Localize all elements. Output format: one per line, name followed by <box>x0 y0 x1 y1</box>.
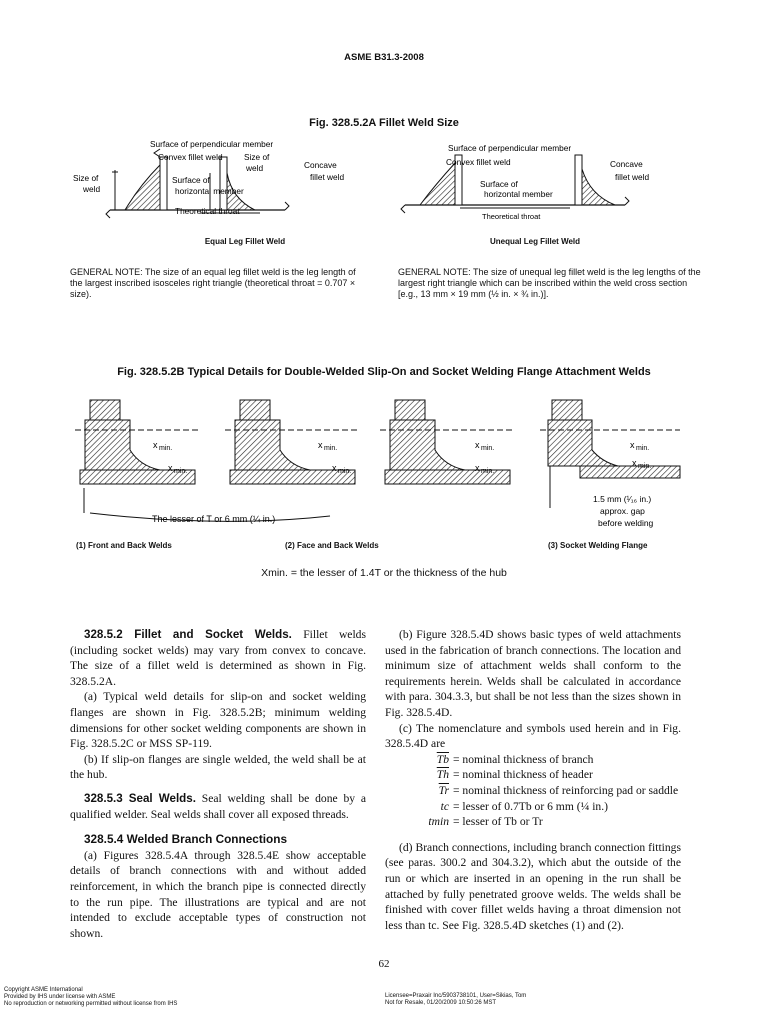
para-328-5-4-a: (a) Figures 328.5.4A through 328.5.4E show acceptable details of branch connections with and without added reinforcement, in which the branch pipe is connected directly to the run pipe. The illustrations are typical and are not intended to exclude acceptable types of construction not shown. <box>70 848 366 940</box>
footer-left-line: Copyright ASME International <box>4 987 83 993</box>
section-328-5-2-text: Fillet welds (including socket welds) may vary from convex to concave. The size of a fillet weld is determined as shown in Fig. 328.5.2A. <box>70 628 366 688</box>
fillet-weld-diagram <box>70 135 710 247</box>
label-convex-left: Convex fillet weld <box>158 152 223 162</box>
svg-text:x: x <box>475 440 480 450</box>
para-328-5-4-b: (b) Figure 328.5.4D shows basic types of weld attachments used in the fabrication of branch connections. The location and minimum size of attachment welds shall conform to the requirements herein. Welds shall be calculated in accordance with para. 304.3.3, but shall be not less than the sizes shown in Fig. 328.5.4D. <box>385 628 681 719</box>
sketch-face-back-welds <box>225 400 360 484</box>
label-concave-right-1: Concave <box>610 159 643 169</box>
footer-left <box>4 987 304 1008</box>
symbol-row: tmin = lesser of Tb or Tr <box>428 815 543 829</box>
footer-right-line: Not for Resale, 01/20/2009 10:50:26 MST <box>385 1000 497 1006</box>
xmin-label-4b: min. <box>638 463 652 470</box>
general-note-equal: GENERAL NOTE: The size of an equal leg fillet weld is the leg length of the largest inscribed isosceles right triangle (theoretical throat = 0.707 × size). <box>70 267 356 299</box>
label-surface-horiz-left-2: horizontal member <box>175 186 244 196</box>
para-328-5-4-d: (d) Branch connections, including branch connection fittings (see paras. 300.2 and 304.3.2), which abut the outside of the run or which are inserted in an opening in the run shall be attached by fully penetrated groove welds. The welds shall be finished with cover fillet welds having a throat dimension not less than tc. See Fig. 328.5.4D sketches (1) and (2). <box>385 840 681 932</box>
label-surface-horiz-right-2: horizontal member <box>484 189 553 199</box>
section-328-5-3-heading: 328.5.3 Seal Welds. <box>84 791 196 805</box>
label-surface-perp-left: Surface of perpendicular member <box>150 139 274 149</box>
section-328-5-4-heading: 328.5.4 Welded Branch Connections <box>84 832 288 847</box>
xmin-formula: Xmin. = the lesser of 1.4T or the thickness of the hub <box>261 567 507 579</box>
caption-unequal-leg: Unequal Leg Fillet Weld <box>489 237 581 246</box>
section-328-5-3-text: Seal welding shall be done by a qualified welder. Seal welds shall cover all exposed threads. <box>70 791 366 821</box>
label-size-weld-left-2: weld <box>83 184 101 194</box>
caption-face-back: (2) Face and Back Welds <box>285 541 379 550</box>
label-concave-left-2: fillet weld <box>310 172 345 182</box>
caption-socket: (3) Socket Welding Flange <box>548 541 648 550</box>
flange-weld-diagram <box>70 388 710 548</box>
svg-text:x: x <box>630 440 635 450</box>
svg-text:x: x <box>332 463 337 473</box>
caption-equal-leg: Equal Leg Fillet Weld <box>204 237 286 246</box>
svg-text:x: x <box>153 440 158 450</box>
svg-text:x: x <box>168 463 173 473</box>
label-lesser-of: The lesser of T or 6 mm (¼ in.) <box>152 514 276 524</box>
footer-left-line: No reproduction or networking permitted without license from IHS <box>4 1001 178 1007</box>
label-gap-1: 1.5 mm (¹⁄₁₆ in.) <box>593 494 652 504</box>
section-328-5-2-heading: 328.5.2 Fillet and Socket Welds. <box>84 628 292 641</box>
xmin-label-1a: min. <box>159 445 173 452</box>
label-gap-3: before welding <box>598 518 654 528</box>
sketch-front-back-welds <box>75 400 200 513</box>
xmin-label-4a: min. <box>636 445 650 452</box>
sketch-third-weld <box>380 400 515 484</box>
label-size-weld-right-2: weld <box>246 163 264 173</box>
label-surface-perp-right: Surface of perpendicular member <box>448 143 572 153</box>
para-328-5-2-b: (b) If slip-on flanges are single welded, the weld shall be at the hub. <box>70 752 366 782</box>
label-gap-2: approx. gap <box>600 506 645 516</box>
label-concave-left-1: Concave <box>304 160 337 170</box>
sketch-socket-weld <box>540 400 680 508</box>
footer-right <box>385 993 685 1007</box>
label-throat-right: Theoretical throat <box>482 212 541 221</box>
para-328-5-4-c: (c) The nomenclature and symbols used herein and in Fig. 328.5.4D are <box>385 721 681 751</box>
general-note-unequal: GENERAL NOTE: The size of unequal leg fillet weld is the leg lengths of the largest right triangle which can be inscribed within the weld cross section [e.g., 13 mm × 19 mm (½ in. × ¾ in.)]. <box>398 267 701 299</box>
footer-right-line: Licensee=Praxair Inc/5903738101, User=Sikias, Tom <box>385 993 527 999</box>
label-size-weld-right-1: Size of <box>244 152 270 162</box>
symbol-row: $\overline{Tr}$ = nominal thickness of reinforcing pad or saddle <box>438 783 679 797</box>
page-number: 62 <box>378 958 390 970</box>
figure-a-title: Fig. 328.5.2A Fillet Weld Size <box>309 117 459 129</box>
figure-b-title: Fig. 328.5.2B Typical Details for Double-Welded Slip-On and Socket Welding Flange Attachment Welds <box>117 366 651 378</box>
label-concave-right-2: fillet weld <box>615 172 650 182</box>
symbol-row: $\overline{Tb}$ = nominal thickness of branch <box>436 752 594 766</box>
label-surface-horiz-right-1: Surface of <box>480 179 518 189</box>
xmin-label-1b: min. <box>174 468 188 475</box>
label-convex-right: Convex fillet weld <box>446 157 511 167</box>
left-column <box>70 627 366 941</box>
right-column <box>385 627 681 933</box>
xmin-label-3a: min. <box>481 445 495 452</box>
xmin-label-3b: min. <box>481 468 495 475</box>
svg-text:x: x <box>475 463 480 473</box>
label-surface-horiz-left-1: Surface of <box>172 175 210 185</box>
footer-left-line: Provided by IHS under license with ASME <box>4 994 116 1000</box>
svg-text:x: x <box>318 440 323 450</box>
label-size-weld-left-1: Size of <box>73 173 99 183</box>
xmin-label-2b: min. <box>338 468 352 475</box>
para-328-5-2-a: (a) Typical weld details for slip-on and socket welding flanges are shown in Fig. 328.5.2B; minimum welding dimensions for other socket welding components are shown in Fig. 328.5.2C or MSS SP-119. <box>70 690 366 751</box>
xmin-label-2a: min. <box>324 445 338 452</box>
svg-text:x: x <box>632 458 637 468</box>
running-header: ASME B31.3-2008 <box>344 52 424 63</box>
label-throat-left: Theoretical throat <box>175 206 240 216</box>
caption-front-back: (1) Front and Back Welds <box>76 541 172 550</box>
symbol-row: $\overline{Th}$ = nominal thickness of header <box>436 768 593 782</box>
symbol-row: tc = lesser of 0.7Tb or 6 mm (¼ in.) <box>440 799 608 813</box>
